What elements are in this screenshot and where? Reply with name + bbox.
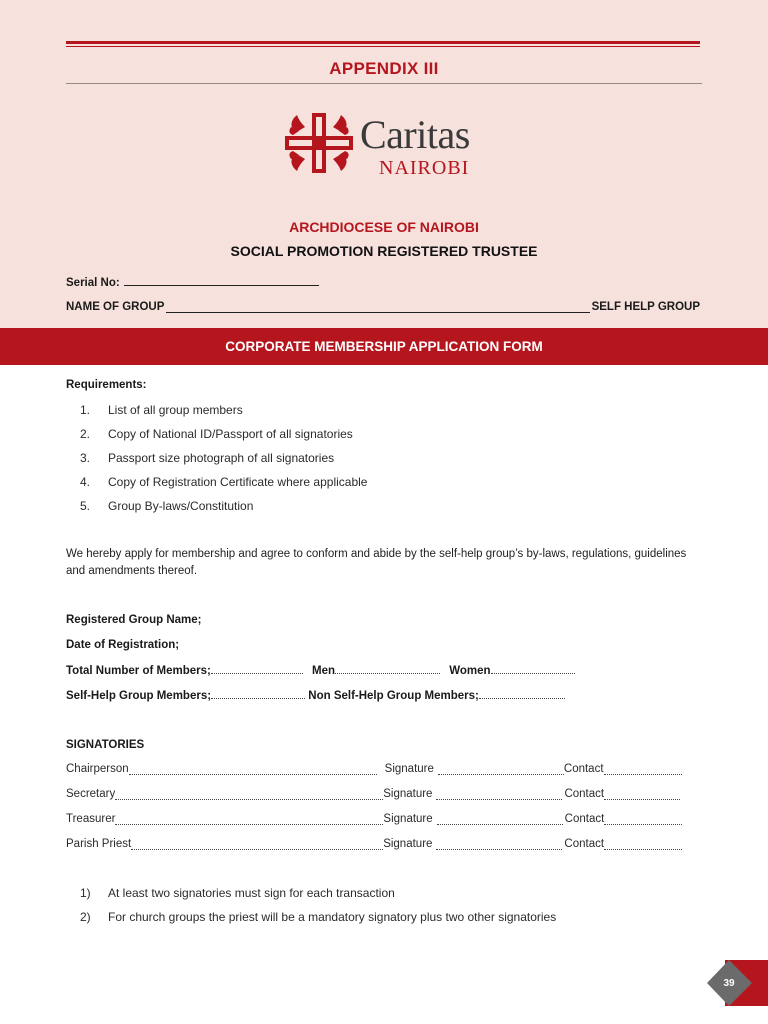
member-counts-row [66, 664, 575, 677]
list-text: At least two signatories must sign for each transaction [108, 886, 395, 900]
list-item [66, 427, 367, 451]
men-label: Men [312, 665, 336, 677]
signature-label: Signature [383, 813, 433, 825]
serial-label: Serial No: [66, 277, 120, 289]
appendix-title: APPENDIX III [329, 59, 439, 78]
list-item [66, 475, 367, 499]
list-number: 2) [80, 910, 91, 924]
group-name-blank[interactable] [166, 303, 589, 313]
signatories-heading: SIGNATORIES [66, 739, 145, 751]
name-blank[interactable] [115, 790, 383, 800]
trustee-heading: SOCIAL PROMOTION REGISTERED TRUSTEE [230, 243, 538, 259]
appendix-underline [66, 83, 702, 84]
signature-label: Signature [383, 838, 433, 850]
signature-blank[interactable] [436, 790, 562, 800]
total-members-label: Total Number of Members; [66, 665, 211, 677]
list-number: 1. [80, 403, 91, 417]
list-number: 3. [80, 451, 91, 465]
caritas-logo [283, 107, 493, 179]
shg-members-label: Self-Help Group Members; [66, 690, 212, 702]
list-item [66, 499, 367, 523]
list-text: For church groups the priest will be a mandatory signatory plus two other signatories [108, 910, 557, 924]
registered-group-name-field[interactable] [66, 614, 201, 626]
list-number: 2. [80, 427, 91, 441]
signature-blank[interactable] [436, 840, 562, 850]
name-blank[interactable] [115, 815, 383, 825]
non-shg-members-label: Non Self-Help Group Members; [308, 690, 479, 702]
contact-blank[interactable] [604, 840, 682, 850]
signatory-role: Chairperson [66, 763, 129, 775]
list-number: 1) [80, 886, 91, 900]
men-blank[interactable] [335, 664, 440, 674]
signatory-row [66, 763, 702, 775]
contact-label: Contact [563, 763, 604, 775]
signatory-row [66, 838, 702, 850]
contact-blank[interactable] [604, 790, 680, 800]
list-number: 4. [80, 475, 91, 489]
list-number: 5. [80, 499, 91, 513]
women-label: Women [449, 665, 491, 677]
name-blank[interactable] [129, 765, 377, 775]
contact-blank[interactable] [604, 815, 682, 825]
list-text: Copy of National ID/Passport of all signatories [108, 427, 353, 441]
list-text: Passport size photograph of all signatories [108, 451, 335, 465]
contact-label: Contact [564, 788, 605, 800]
archdiocese-heading: ARCHDIOCESE OF NAIROBI [289, 219, 479, 235]
shg-members-row [66, 689, 565, 702]
women-blank[interactable] [491, 664, 575, 674]
signatory-role: Secretary [66, 788, 116, 800]
signature-blank[interactable] [438, 765, 564, 775]
list-item [66, 910, 556, 934]
top-rule [66, 41, 700, 44]
shg-members-blank[interactable] [211, 689, 305, 699]
signatory-row [66, 813, 702, 825]
page-number: 39 [723, 978, 735, 989]
requirements-list [66, 403, 367, 523]
signatory-role: Treasurer [66, 813, 116, 825]
name-blank[interactable] [131, 840, 383, 850]
signature-blank[interactable] [437, 815, 563, 825]
date-of-registration-field[interactable] [66, 639, 179, 651]
list-item [66, 886, 556, 910]
serial-field [66, 276, 319, 289]
signature-label: Signature [384, 763, 434, 775]
requirements-heading: Requirements: [66, 379, 147, 391]
group-name-label: NAME OF GROUP [66, 301, 165, 313]
contact-label: Contact [564, 838, 605, 850]
group-name-field [66, 301, 700, 313]
logo-wordmark: Caritas [360, 112, 470, 157]
list-text: Copy of Registration Certificate where applicable [108, 475, 368, 489]
caritas-cross-icon [283, 107, 355, 179]
signatory-role: Parish Priest [66, 838, 132, 850]
contact-label: Contact [564, 813, 605, 825]
contact-blank[interactable] [604, 765, 682, 775]
list-item [66, 403, 367, 427]
declaration-text: We hereby apply for membership and agree to conform and abide by the self-help group’s by-laws, regulations, guidelines and amendments thereof. [66, 548, 687, 577]
list-text: List of all group members [108, 403, 243, 417]
registered-group-name-label: Registered Group Name; [66, 614, 202, 626]
date-of-registration-label: Date of Registration; [66, 639, 180, 651]
top-rule-thin [66, 46, 700, 47]
list-item [66, 451, 367, 475]
non-shg-members-blank[interactable] [479, 689, 565, 699]
signature-label: Signature [383, 788, 433, 800]
signatory-row [66, 788, 702, 800]
total-members-blank[interactable] [211, 664, 303, 674]
serial-blank[interactable] [124, 276, 319, 286]
form-title-bar: CORPORATE MEMBERSHIP APPLICATION FORM [0, 328, 768, 365]
list-text: Group By-laws/Constitution [108, 499, 254, 513]
notes-list [66, 886, 556, 934]
group-name-suffix: SELF HELP GROUP [591, 301, 700, 313]
logo-city: NAIROBI [379, 157, 470, 179]
